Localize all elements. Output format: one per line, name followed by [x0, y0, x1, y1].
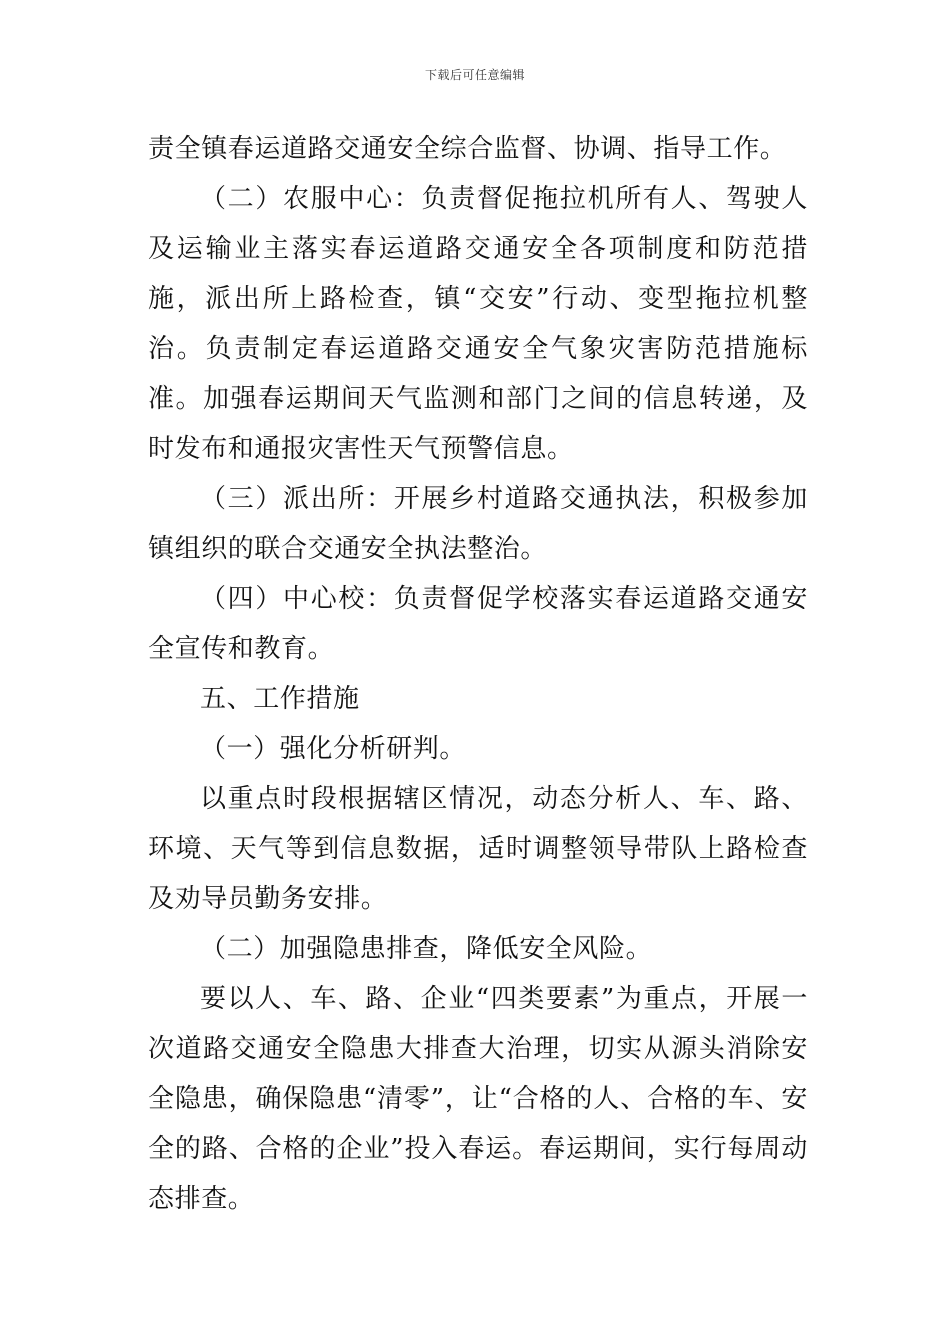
paragraph: （二）农服中心：负责督促拖拉机所有人、驾驶人及运输业主落实春运道路交通安全各项制度和防范措施，派出所上路检查，镇“交安”行动、变型拖拉机整治。负责制定春运道路交通安全气象灾害防范措施标准。加强春运期间天气监测和部门之间的信息转递，及时发布和通报灾害性天气预警信息。 [148, 184, 808, 464]
paragraph: （四）中心校：负责督促学校落实春运道路交通安全宣传和教育。 [148, 584, 808, 664]
subsection-heading: （一）强化分析研判。 [200, 734, 467, 764]
page-header: 下载后可任意编辑 [424, 68, 525, 82]
paragraph: 要以人、车、路、企业“四类要素”为重点，开展一次道路交通安全隐患大排查大治理，切实从源头消除安全隐患，确保隐患“清零”，让“合格的人、合格的车、安全的路、合格的企业”投入春运。春运期间，实行每周动态排查。 [148, 984, 808, 1214]
document-body [148, 124, 808, 1224]
paragraph: 以重点时段根据辖区情况，动态分析人、车、路、环境、天气等到信息数据，适时调整领导带队上路检查及劝导员勤务安排。 [148, 784, 808, 914]
paragraph: 责全镇春运道路交通安全综合监督、协调、指导工作。 [148, 134, 787, 164]
section-heading: 五、工作措施 [200, 684, 360, 714]
subsection-heading: （二）加强隐患排查，降低安全风险。 [200, 934, 653, 964]
paragraph: （三）派出所：开展乡村道路交通执法，积极参加镇组织的联合交通安全执法整治。 [148, 484, 808, 564]
